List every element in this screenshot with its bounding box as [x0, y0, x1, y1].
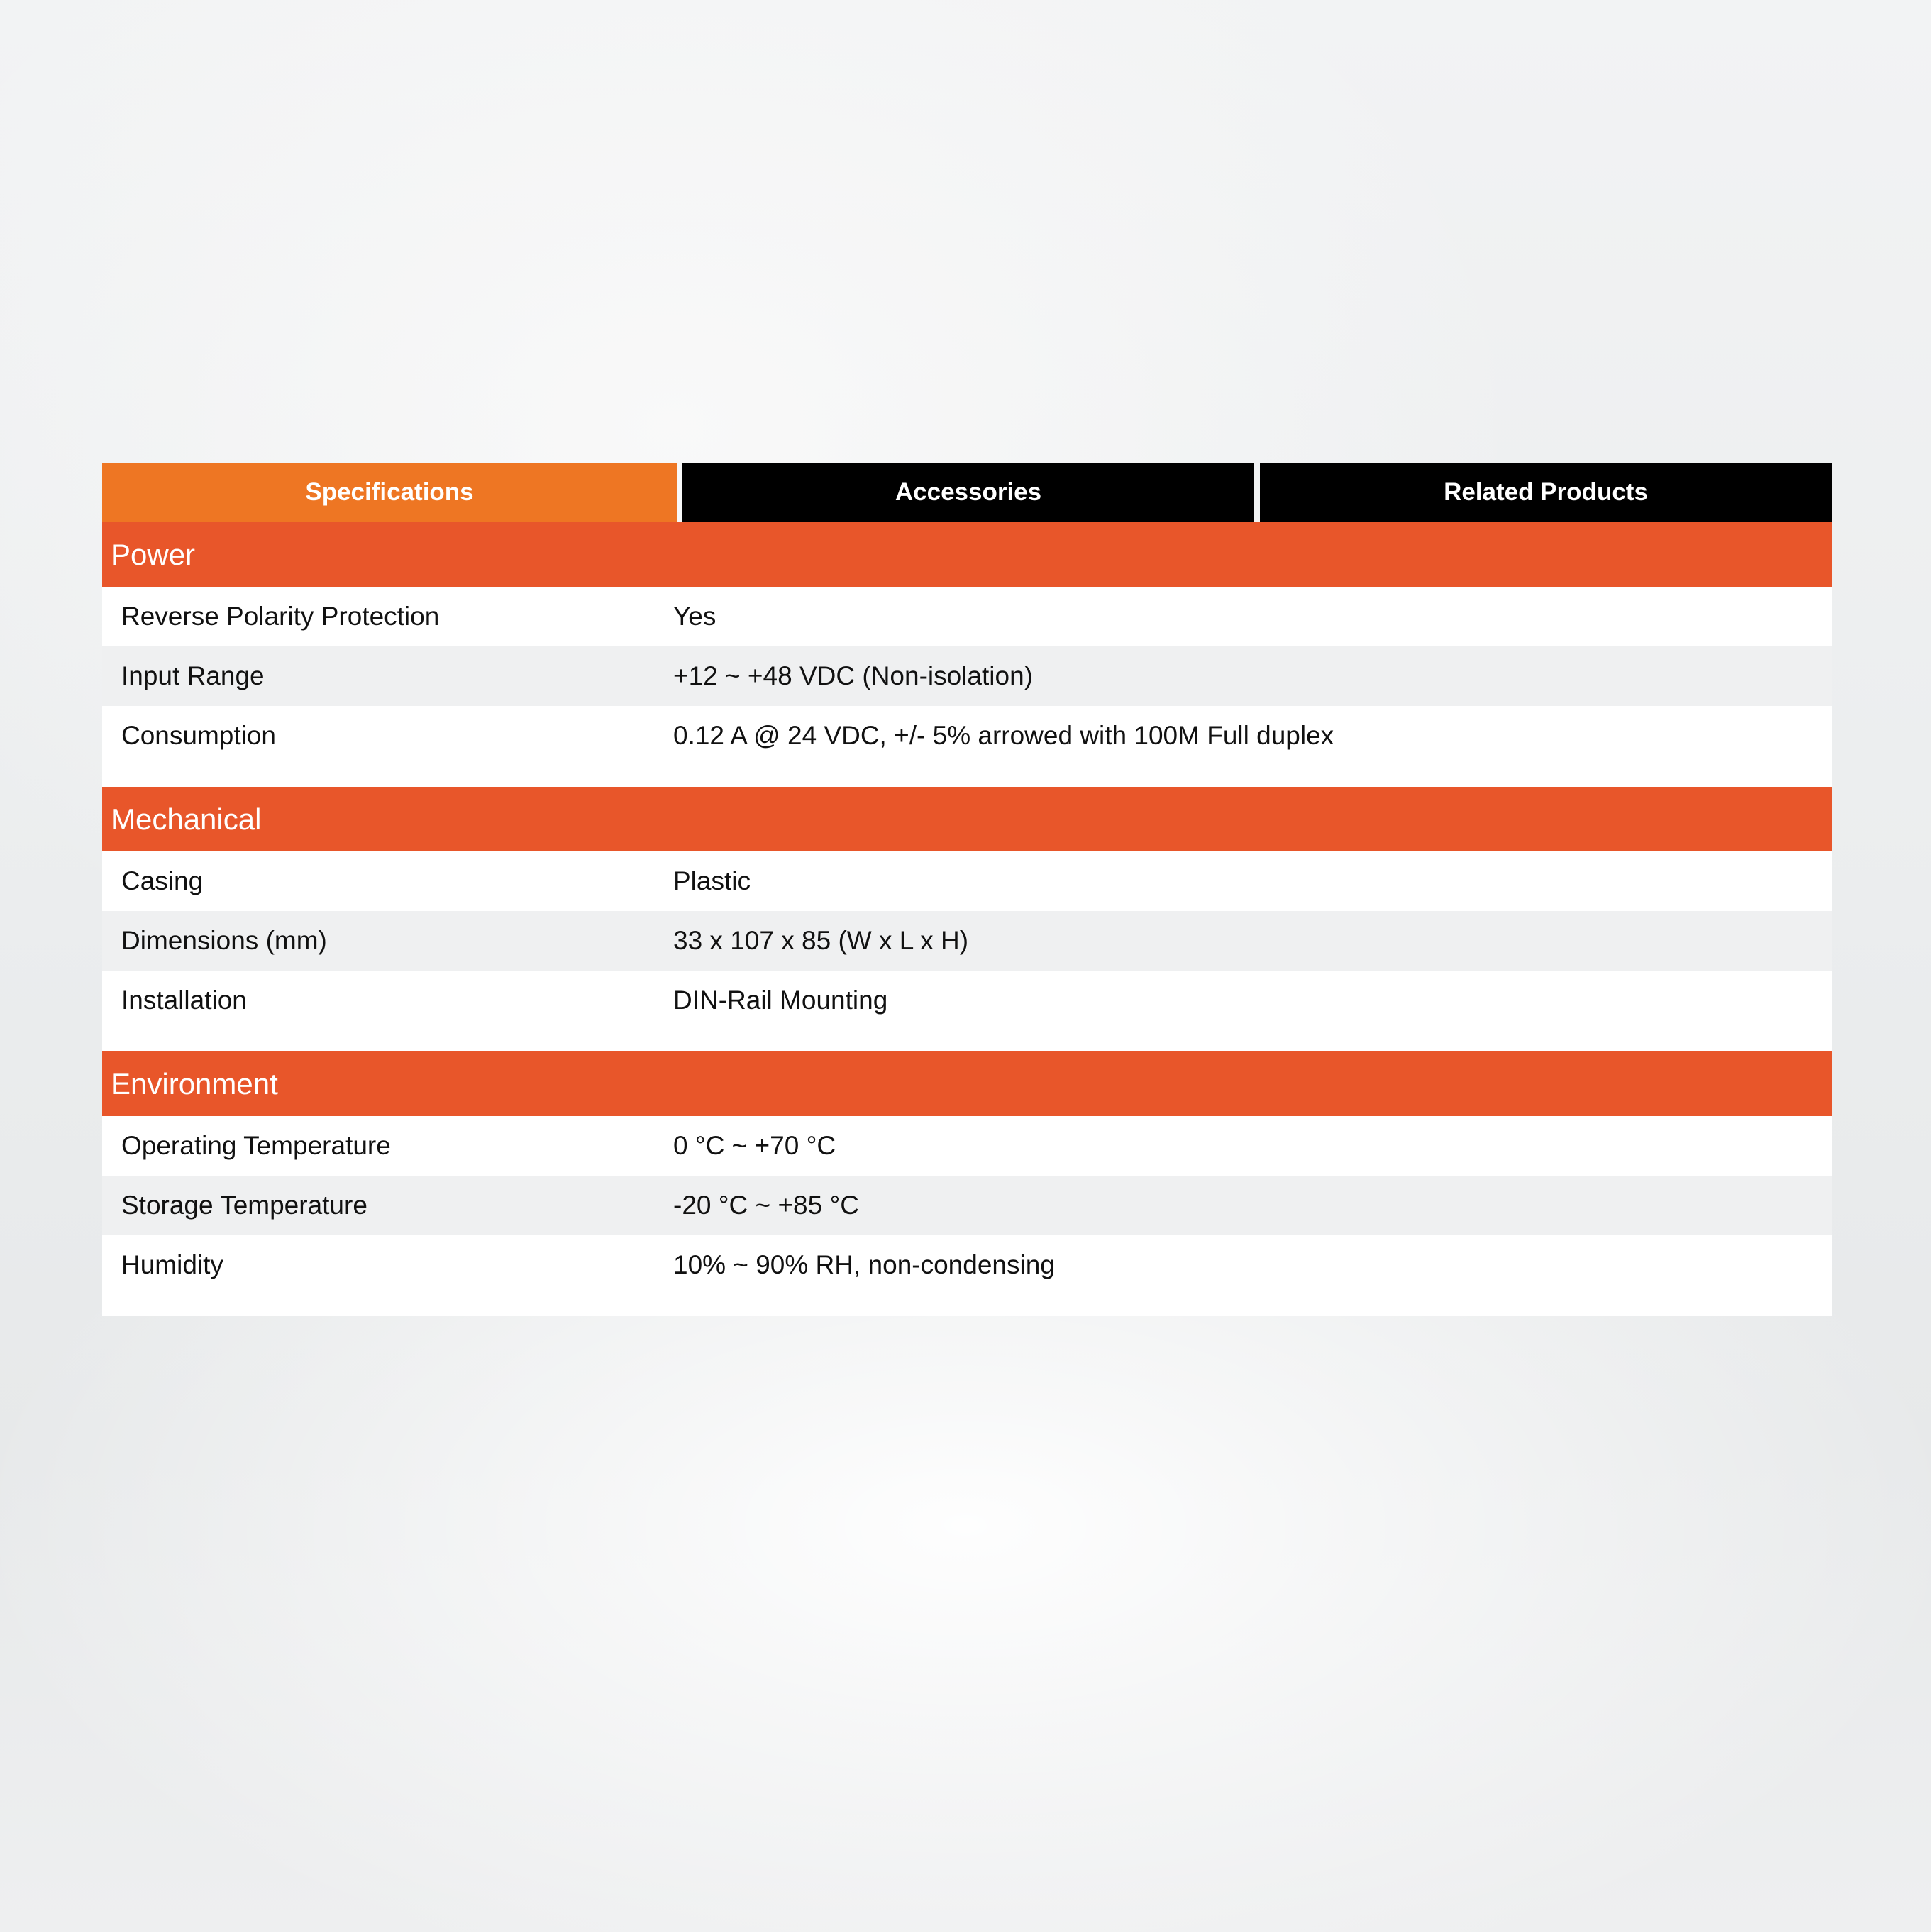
section-header-power: Power	[102, 522, 1832, 587]
spec-label: Casing	[121, 866, 204, 895]
spec-value: 0 °C ~ +70 °C	[673, 1131, 836, 1160]
spec-label: Storage Temperature	[121, 1191, 367, 1220]
spec-row	[102, 706, 1832, 766]
spec-row	[102, 1235, 1832, 1295]
spec-row	[102, 971, 1832, 1030]
spec-row	[102, 646, 1832, 706]
section-rows-mechanical	[102, 851, 1832, 1051]
section-spacer	[102, 1295, 1832, 1316]
spec-row	[102, 1116, 1832, 1176]
section-spacer	[102, 766, 1832, 787]
section-rows-environment	[102, 1116, 1832, 1316]
spec-row	[102, 1176, 1832, 1235]
spec-row	[102, 587, 1832, 646]
spec-label: Dimensions (mm)	[121, 926, 327, 955]
spec-label: Consumption	[121, 721, 277, 750]
spec-label: Humidity	[121, 1250, 223, 1279]
specifications-panel	[102, 463, 1832, 1316]
spec-value: -20 °C ~ +85 °C	[673, 1191, 859, 1220]
spec-label: Input Range	[121, 661, 265, 690]
spec-value: +12 ~ +48 VDC (Non-isolation)	[673, 661, 1033, 690]
section-header-mechanical: Mechanical	[102, 787, 1832, 851]
tab-specifications[interactable]: Specifications	[102, 463, 677, 522]
section-rows-power	[102, 587, 1832, 787]
tab-bar	[102, 463, 1832, 522]
spec-label: Installation	[121, 986, 247, 1015]
spec-value: 33 x 107 x 85 (W x L x H)	[673, 926, 969, 955]
spec-value: 0.12 A @ 24 VDC, +/- 5% arrowed with 100M Full duplex	[673, 721, 1334, 750]
spec-value: Plastic	[673, 866, 751, 895]
tab-related-products[interactable]: Related Products	[1260, 463, 1832, 522]
spec-label: Reverse Polarity Protection	[121, 602, 440, 631]
spec-value: DIN-Rail Mounting	[673, 986, 888, 1015]
spec-value: 10% ~ 90% RH, non-condensing	[673, 1250, 1055, 1279]
spec-row	[102, 851, 1832, 911]
tab-accessories[interactable]: Accessories	[682, 463, 1254, 522]
spec-value: Yes	[673, 602, 716, 631]
spec-row	[102, 911, 1832, 971]
spec-label: Operating Temperature	[121, 1131, 391, 1160]
section-spacer	[102, 1030, 1832, 1051]
section-header-environment: Environment	[102, 1051, 1832, 1116]
